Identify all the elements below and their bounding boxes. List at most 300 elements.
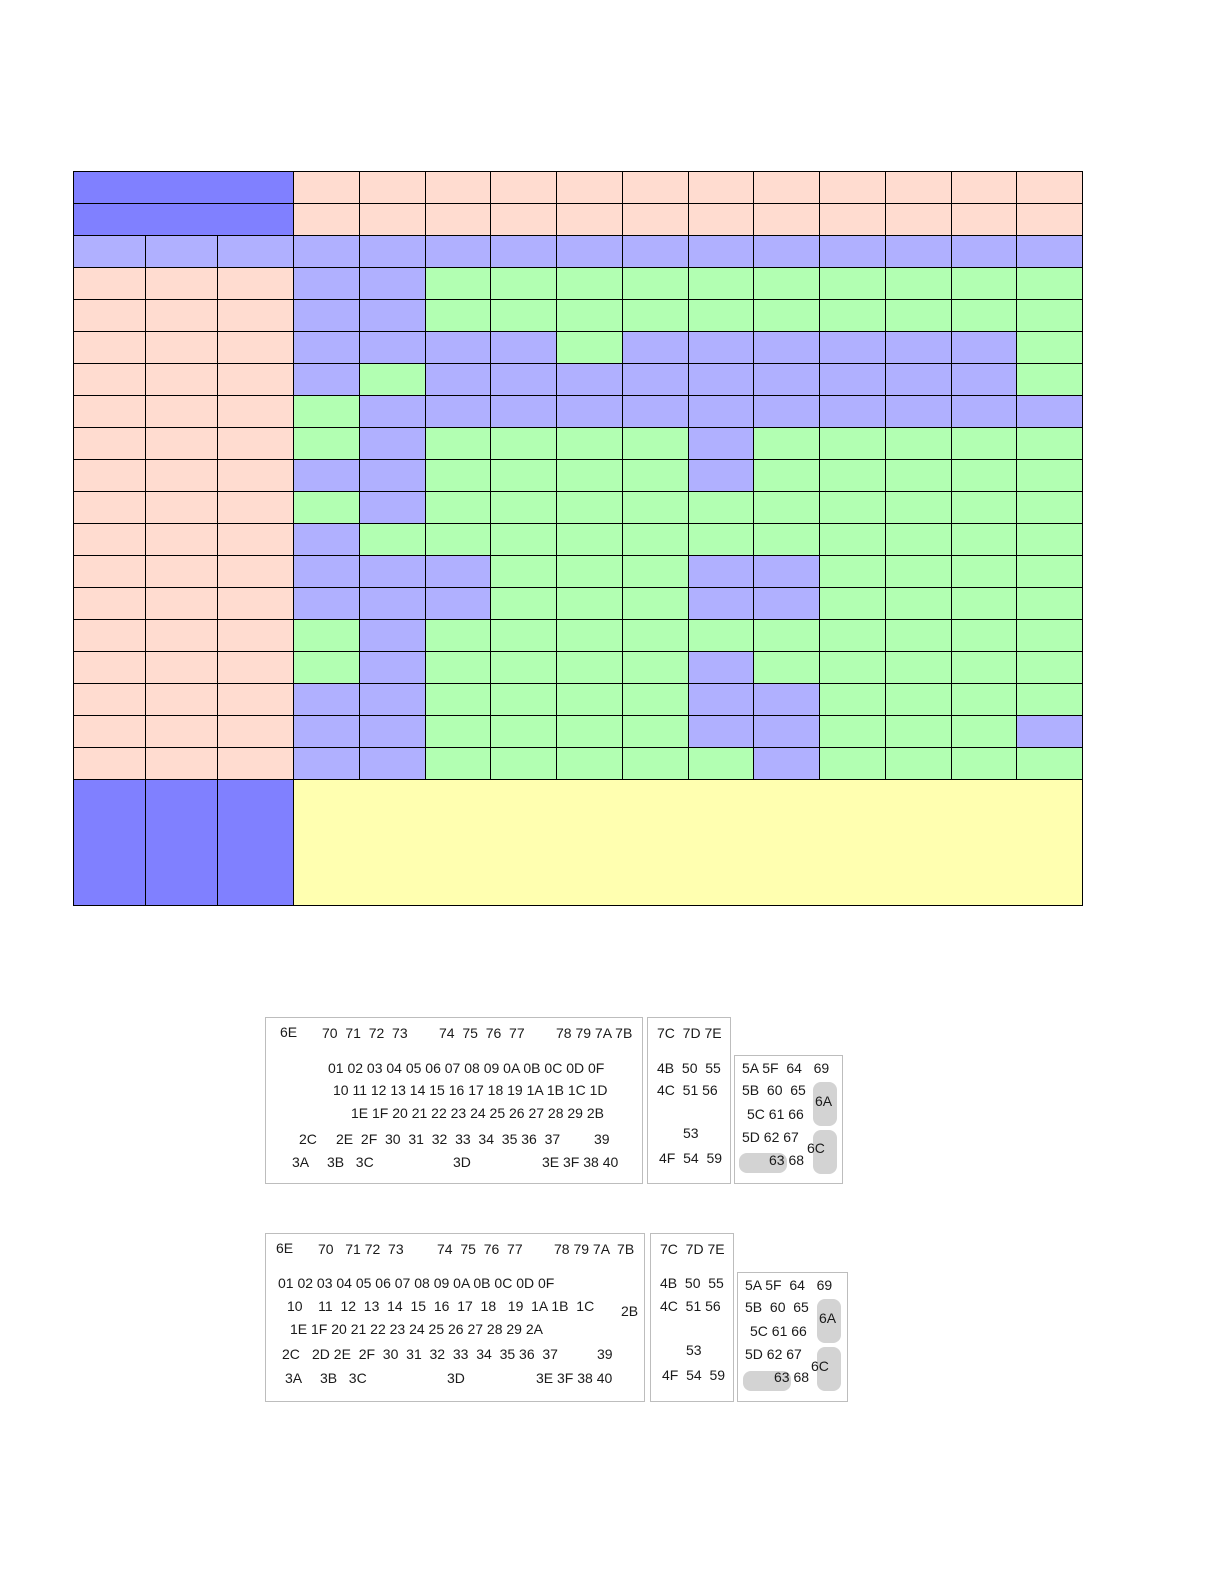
matrix-cell-blue xyxy=(951,364,1017,396)
row-label-cell xyxy=(218,524,294,556)
numpad-key-6a: 6A xyxy=(819,1310,837,1326)
matrix-cell-green xyxy=(1017,364,1083,396)
matrix-cell-green xyxy=(557,716,623,748)
matrix-cell-green xyxy=(491,268,557,300)
matrix-cell-green xyxy=(294,620,360,652)
footer-label-cell xyxy=(74,780,146,906)
row-label-cell xyxy=(146,748,218,780)
matrix-cell-green xyxy=(491,428,557,460)
matrix-cell-blue xyxy=(688,332,754,364)
matrix-cell-blue xyxy=(294,556,360,588)
subheader-cell xyxy=(951,236,1017,268)
matrix-cell-green xyxy=(754,652,820,684)
matrix-cell-green xyxy=(820,268,886,300)
key-row-1d: 78 79 7A 7B xyxy=(554,1241,635,1257)
matrix-cell-blue xyxy=(622,364,688,396)
matrix-cell-blue xyxy=(359,556,425,588)
matrix-cell-blue xyxy=(557,364,623,396)
matrix-cell-blue xyxy=(294,716,360,748)
matrix-cell-green xyxy=(688,300,754,332)
row-label-cell xyxy=(74,652,146,684)
matrix-cell-green xyxy=(425,460,491,492)
nav-row-5: 4F 54 59 xyxy=(659,1150,723,1166)
matrix-cell-green xyxy=(425,428,491,460)
row-label-cell xyxy=(74,556,146,588)
subheader-cell xyxy=(359,236,425,268)
matrix-cell-green xyxy=(1017,524,1083,556)
key-row-6d: 3E 3F 38 40 xyxy=(542,1154,619,1170)
row-label-cell xyxy=(218,748,294,780)
matrix-data-row xyxy=(74,716,1083,748)
row-label-cell xyxy=(218,268,294,300)
key-row-5b: 2D 2E 2F 30 31 32 33 34 35 36 37 xyxy=(312,1346,558,1362)
matrix-cell-green xyxy=(557,332,623,364)
matrix-cell-green xyxy=(820,428,886,460)
row-label-cell xyxy=(74,300,146,332)
layout-a-numpad-block xyxy=(734,1055,843,1184)
matrix-cell-blue xyxy=(820,332,886,364)
matrix-cell-blue xyxy=(754,748,820,780)
matrix-cell-green xyxy=(557,428,623,460)
numpad-key-6c: 6C xyxy=(807,1140,825,1156)
numpad-row-5: 63 68 xyxy=(769,1152,805,1168)
numpad-row-1: 5A 5F 64 69 xyxy=(742,1060,830,1076)
matrix-header-row xyxy=(74,204,1083,236)
layout-a-main-block xyxy=(265,1017,643,1184)
matrix-cell-blue xyxy=(688,684,754,716)
row-label-cell xyxy=(74,364,146,396)
matrix-cell-green xyxy=(820,620,886,652)
row-label-cell xyxy=(74,460,146,492)
numpad-row-3: 5C 61 66 xyxy=(750,1323,807,1339)
matrix-data-row xyxy=(74,652,1083,684)
matrix-cell-green xyxy=(688,620,754,652)
matrix-cell-green xyxy=(294,428,360,460)
matrix-cell-green xyxy=(688,748,754,780)
row-label-cell xyxy=(74,684,146,716)
matrix-cell-green xyxy=(491,716,557,748)
matrix-cell-blue xyxy=(359,300,425,332)
matrix-cell-green xyxy=(885,300,951,332)
layout-b-nav-block xyxy=(650,1233,734,1402)
matrix-cell-green xyxy=(820,460,886,492)
row-label-cell xyxy=(74,524,146,556)
matrix-cell-green xyxy=(425,492,491,524)
matrix-cell-green xyxy=(557,268,623,300)
column-header-cell xyxy=(359,172,425,204)
nav-row-3: 4C 51 56 xyxy=(657,1082,718,1098)
matrix-cell-blue xyxy=(359,620,425,652)
row-label-cell xyxy=(74,428,146,460)
matrix-cell-blue xyxy=(754,332,820,364)
matrix-cell-green xyxy=(622,684,688,716)
row-label-cell xyxy=(218,716,294,748)
matrix-cell-green xyxy=(1017,492,1083,524)
matrix-cell-green xyxy=(885,652,951,684)
column-header-cell xyxy=(820,172,886,204)
key-row-1b: 70 71 72 73 xyxy=(318,1241,404,1257)
matrix-footer-row xyxy=(74,780,1083,906)
matrix-cell-green xyxy=(1017,748,1083,780)
matrix-cell-green xyxy=(885,748,951,780)
matrix-cell-green xyxy=(491,524,557,556)
matrix-cell-green xyxy=(557,556,623,588)
matrix-cell-blue xyxy=(688,428,754,460)
matrix-cell-blue xyxy=(294,684,360,716)
numpad-row-3: 5C 61 66 xyxy=(747,1106,804,1122)
key-row-6a: 3A xyxy=(292,1154,310,1170)
column-header-cell xyxy=(359,204,425,236)
numpad-key-6c: 6C xyxy=(811,1358,829,1374)
matrix-cell-blue xyxy=(885,332,951,364)
matrix-cell-green xyxy=(622,492,688,524)
matrix-cell-green xyxy=(491,556,557,588)
matrix-cell-blue xyxy=(359,652,425,684)
matrix-cell-green xyxy=(951,300,1017,332)
row-label-cell xyxy=(74,620,146,652)
matrix-cell-green xyxy=(425,524,491,556)
matrix-cell-green xyxy=(1017,332,1083,364)
column-header-cell xyxy=(294,172,360,204)
matrix-data-row xyxy=(74,620,1083,652)
subheader-cell xyxy=(294,236,360,268)
subheader-cell xyxy=(557,236,623,268)
matrix-cell-blue xyxy=(294,748,360,780)
matrix-cell-blue xyxy=(359,396,425,428)
matrix-cell-green xyxy=(622,748,688,780)
column-header-cell xyxy=(491,204,557,236)
matrix-cell-green xyxy=(951,716,1017,748)
matrix-cell-blue xyxy=(359,492,425,524)
matrix-cell-green xyxy=(820,748,886,780)
key-row-5c: 39 xyxy=(597,1346,613,1362)
matrix-cell-blue xyxy=(688,716,754,748)
matrix-cell-blue xyxy=(688,364,754,396)
key-row-4: 1E 1F 20 21 22 23 24 25 26 27 28 29 2B xyxy=(351,1105,604,1121)
row-label-cell xyxy=(146,396,218,428)
key-row-5a: 2C xyxy=(282,1346,300,1362)
matrix-cell-green xyxy=(557,524,623,556)
row-label-cell xyxy=(218,396,294,428)
footer-label-cell xyxy=(218,780,294,906)
matrix-cell-green xyxy=(425,652,491,684)
matrix-cell-green xyxy=(885,588,951,620)
matrix-cell-green xyxy=(557,300,623,332)
matrix-cell-green xyxy=(425,684,491,716)
matrix-cell-blue xyxy=(294,524,360,556)
row-label-cell xyxy=(146,588,218,620)
matrix-cell-blue xyxy=(294,364,360,396)
matrix-cell-blue xyxy=(688,396,754,428)
matrix-cell-blue xyxy=(294,588,360,620)
column-header-cell xyxy=(951,204,1017,236)
matrix-cell-blue xyxy=(359,684,425,716)
matrix-cell-green xyxy=(885,620,951,652)
column-header-cell xyxy=(754,172,820,204)
subheader-cell xyxy=(491,236,557,268)
matrix-cell-green xyxy=(754,460,820,492)
row-label-cell xyxy=(146,556,218,588)
matrix-cell-green xyxy=(885,268,951,300)
matrix-cell-green xyxy=(622,300,688,332)
matrix-cell-green xyxy=(425,300,491,332)
matrix-cell-green xyxy=(491,620,557,652)
row-label-cell xyxy=(218,428,294,460)
column-header-cell xyxy=(557,204,623,236)
key-row-1d: 78 79 7A 7B xyxy=(556,1025,633,1041)
matrix-cell-green xyxy=(820,492,886,524)
matrix-cell-blue xyxy=(359,588,425,620)
column-header-cell xyxy=(688,172,754,204)
matrix-cell-blue xyxy=(951,396,1017,428)
matrix-cell-blue xyxy=(359,460,425,492)
matrix-cell-green xyxy=(557,620,623,652)
layout-a-nav-block xyxy=(647,1017,731,1184)
subheader-cell xyxy=(622,236,688,268)
numpad-row-2: 5B 60 65 xyxy=(742,1082,806,1098)
matrix-cell-green xyxy=(622,524,688,556)
matrix-data-row xyxy=(74,428,1083,460)
layout-b-main-block xyxy=(265,1233,645,1402)
matrix-cell-green xyxy=(754,300,820,332)
matrix-cell-blue xyxy=(491,332,557,364)
row-label-cell xyxy=(218,364,294,396)
matrix-cell-blue xyxy=(1017,716,1083,748)
matrix-cell-green xyxy=(557,588,623,620)
row-label-cell xyxy=(146,268,218,300)
matrix-cell-green xyxy=(1017,652,1083,684)
key-row-6a: 3A xyxy=(285,1370,303,1386)
matrix-cell-green xyxy=(951,684,1017,716)
column-header-cell xyxy=(754,204,820,236)
numpad-key-6a: 6A xyxy=(815,1093,833,1109)
matrix-cell-blue xyxy=(688,588,754,620)
matrix-cell-green xyxy=(491,460,557,492)
matrix-cell-blue xyxy=(359,716,425,748)
matrix-cell-green xyxy=(951,556,1017,588)
subheader-cell xyxy=(1017,236,1083,268)
matrix-data-row xyxy=(74,300,1083,332)
matrix-cell-green xyxy=(557,684,623,716)
key-row-5a: 2C xyxy=(299,1131,317,1147)
matrix-cell-green xyxy=(820,524,886,556)
subheader-cell xyxy=(74,236,146,268)
matrix-cell-blue xyxy=(425,588,491,620)
matrix-data-row xyxy=(74,364,1083,396)
matrix-cell-green xyxy=(688,268,754,300)
matrix-cell-green xyxy=(359,364,425,396)
key-row-3: 10 11 12 13 14 15 16 17 18 19 1A 1B 1C xyxy=(287,1298,595,1314)
matrix-cell-green xyxy=(557,492,623,524)
matrix-cell-green xyxy=(491,748,557,780)
matrix-cell-green xyxy=(491,492,557,524)
matrix-cell-green xyxy=(754,428,820,460)
matrix-cell-blue xyxy=(951,332,1017,364)
matrix-data-row xyxy=(74,524,1083,556)
row-label-cell xyxy=(218,332,294,364)
matrix-cell-green xyxy=(885,492,951,524)
key-row-1c: 74 75 76 77 xyxy=(439,1025,525,1041)
matrix-cell-blue xyxy=(425,396,491,428)
column-header-cell xyxy=(491,172,557,204)
column-header-cell xyxy=(1017,204,1083,236)
matrix-cell-green xyxy=(951,652,1017,684)
matrix-cell-green xyxy=(622,556,688,588)
matrix-cell-blue xyxy=(491,396,557,428)
row-label-cell xyxy=(146,652,218,684)
column-header-cell xyxy=(622,172,688,204)
matrix-cell-green xyxy=(359,524,425,556)
row-label-cell xyxy=(218,492,294,524)
nav-row-4: 53 xyxy=(686,1342,702,1358)
key-row-6b: 3B 3C xyxy=(320,1370,367,1386)
key-row-1a: 6E xyxy=(276,1240,294,1256)
matrix-cell-green xyxy=(622,652,688,684)
row-label-cell xyxy=(146,716,218,748)
subheader-cell xyxy=(754,236,820,268)
key-row-6b: 3B 3C xyxy=(327,1154,374,1170)
matrix-cell-green xyxy=(951,588,1017,620)
matrix-cell-blue xyxy=(425,364,491,396)
matrix-cell-green xyxy=(754,524,820,556)
numpad-row-4: 5D 62 67 xyxy=(742,1129,799,1145)
subheader-cell xyxy=(146,236,218,268)
matrix-cell-blue xyxy=(359,332,425,364)
row-label-cell xyxy=(146,428,218,460)
matrix-data-row xyxy=(74,396,1083,428)
matrix-cell-blue xyxy=(294,460,360,492)
matrix-cell-blue xyxy=(820,396,886,428)
row-label-cell xyxy=(218,460,294,492)
matrix-cell-green xyxy=(951,428,1017,460)
matrix-cell-green xyxy=(622,428,688,460)
matrix-cell-green xyxy=(622,716,688,748)
matrix-cell-blue xyxy=(359,428,425,460)
matrix-cell-green xyxy=(1017,300,1083,332)
matrix-cell-green xyxy=(491,300,557,332)
matrix-cell-green xyxy=(622,588,688,620)
matrix-cell-blue xyxy=(557,396,623,428)
key-row-5b: 2E 2F 30 31 32 33 34 35 36 37 xyxy=(336,1131,561,1147)
matrix-corner-header xyxy=(74,172,294,204)
matrix-cell-green xyxy=(820,652,886,684)
nav-row-4: 53 xyxy=(683,1125,699,1141)
matrix-cell-blue xyxy=(425,556,491,588)
matrix-cell-blue xyxy=(754,684,820,716)
nav-row-1: 7C 7D 7E xyxy=(657,1025,722,1041)
matrix-data-row xyxy=(74,460,1083,492)
row-label-cell xyxy=(218,588,294,620)
column-header-cell xyxy=(557,172,623,204)
column-header-cell xyxy=(294,204,360,236)
color-matrix-table xyxy=(73,171,1083,906)
matrix-cell-green xyxy=(1017,460,1083,492)
row-label-cell xyxy=(218,300,294,332)
layout-b-numpad-block xyxy=(737,1272,848,1402)
key-row-4: 1E 1F 20 21 22 23 24 25 26 27 28 29 2A xyxy=(290,1321,543,1337)
matrix-cell-blue xyxy=(754,588,820,620)
matrix-cell-green xyxy=(951,748,1017,780)
column-header-cell xyxy=(425,172,491,204)
matrix-header-row xyxy=(74,172,1083,204)
matrix-cell-green xyxy=(557,748,623,780)
matrix-cell-green xyxy=(1017,428,1083,460)
matrix-cell-green xyxy=(951,620,1017,652)
matrix-cell-green xyxy=(1017,268,1083,300)
matrix-cell-blue xyxy=(688,652,754,684)
matrix-cell-blue xyxy=(885,364,951,396)
subheader-cell xyxy=(820,236,886,268)
matrix-cell-green xyxy=(491,588,557,620)
matrix-cell-green xyxy=(557,460,623,492)
matrix-cell-green xyxy=(294,492,360,524)
column-header-cell xyxy=(425,204,491,236)
matrix-cell-green xyxy=(885,428,951,460)
row-label-cell xyxy=(146,684,218,716)
matrix-cell-blue xyxy=(688,556,754,588)
matrix-cell-green xyxy=(425,268,491,300)
matrix-cell-blue xyxy=(294,300,360,332)
matrix-cell-green xyxy=(951,524,1017,556)
matrix-cell-green xyxy=(688,524,754,556)
matrix-cell-green xyxy=(622,268,688,300)
subheader-cell xyxy=(885,236,951,268)
row-label-cell xyxy=(74,748,146,780)
matrix-cell-green xyxy=(1017,556,1083,588)
matrix-cell-blue xyxy=(294,268,360,300)
matrix-cell-blue xyxy=(359,268,425,300)
matrix-cell-green xyxy=(754,620,820,652)
matrix-cell-blue xyxy=(885,396,951,428)
column-header-cell xyxy=(951,172,1017,204)
row-label-cell xyxy=(218,620,294,652)
matrix-cell-blue xyxy=(294,332,360,364)
row-label-cell xyxy=(218,684,294,716)
row-label-cell xyxy=(218,652,294,684)
matrix-cell-green xyxy=(294,652,360,684)
matrix-corner-header xyxy=(74,204,294,236)
matrix-cell-blue xyxy=(688,460,754,492)
matrix-cell-blue xyxy=(754,396,820,428)
matrix-cell-green xyxy=(885,524,951,556)
key-row-2: 01 02 03 04 05 06 07 08 09 0A 0B 0C 0D 0F xyxy=(278,1275,555,1291)
key-row-3: 10 11 12 13 14 15 16 17 18 19 1A 1B 1C 1D xyxy=(333,1082,608,1098)
row-label-cell xyxy=(74,396,146,428)
matrix-cell-green xyxy=(951,492,1017,524)
matrix-cell-green xyxy=(425,748,491,780)
matrix-cell-green xyxy=(425,716,491,748)
matrix-cell-green xyxy=(885,684,951,716)
matrix-cell-blue xyxy=(754,556,820,588)
matrix-cell-green xyxy=(885,460,951,492)
matrix-cell-green xyxy=(622,460,688,492)
matrix-cell-green xyxy=(557,652,623,684)
column-header-cell xyxy=(688,204,754,236)
matrix-cell-green xyxy=(820,556,886,588)
column-header-cell xyxy=(1017,172,1083,204)
matrix-cell-green xyxy=(688,492,754,524)
matrix-cell-green xyxy=(885,716,951,748)
nav-row-2: 4B 50 55 xyxy=(660,1275,724,1291)
key-row-5c: 39 xyxy=(594,1131,610,1147)
matrix-cell-green xyxy=(1017,588,1083,620)
row-label-cell xyxy=(146,364,218,396)
key-row-6c: 3D xyxy=(453,1154,471,1170)
matrix-cell-green xyxy=(622,620,688,652)
subheader-cell xyxy=(425,236,491,268)
matrix-cell-green xyxy=(294,396,360,428)
row-label-cell xyxy=(74,716,146,748)
